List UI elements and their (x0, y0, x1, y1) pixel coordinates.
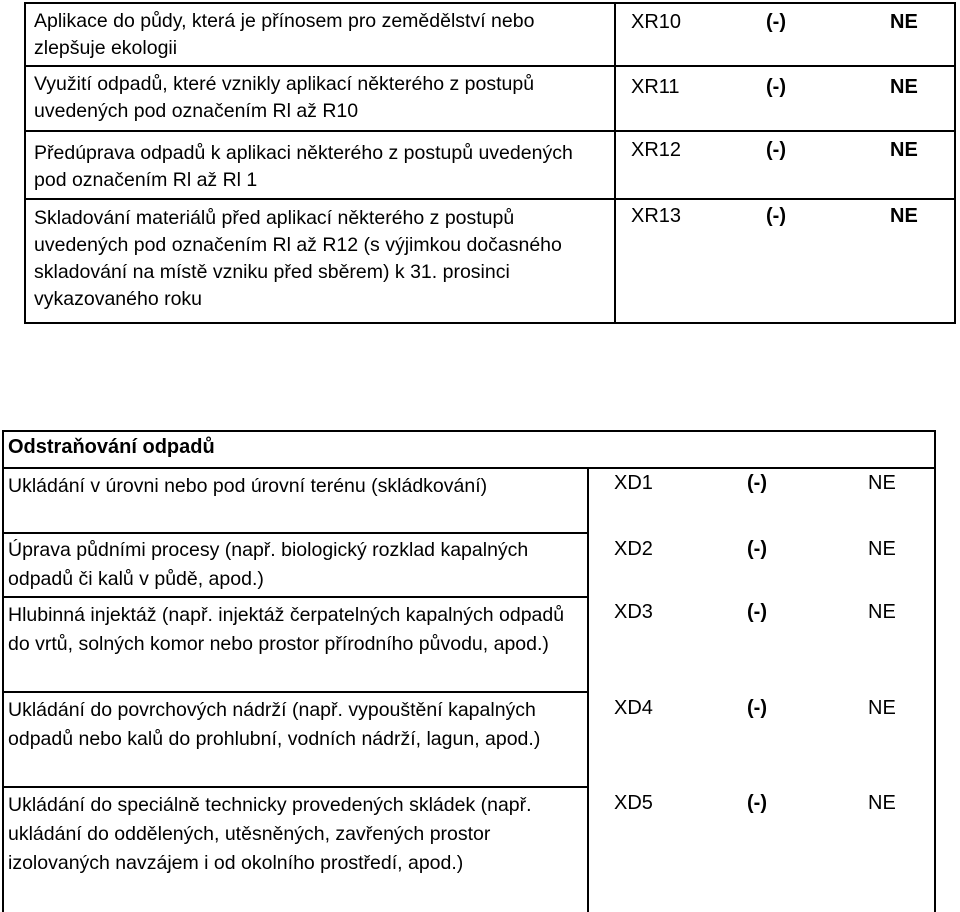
row-description: Úprava půdními procesy (např. biologický rozklad kapalných odpadů či kalů v půdě, apod.) (8, 539, 529, 590)
row-flag: NE (890, 139, 918, 161)
row-symbol: (-) (747, 697, 767, 719)
row-code: XD1 (614, 472, 653, 494)
column-divider (614, 4, 616, 322)
row-description: Předúprava odpadů k aplikaci některého z postupů uvedených pod označením Rl až Rl 1 (34, 142, 573, 191)
row-description: Ukládání v úrovni nebo pod úrovní terénu (skládkování) (8, 475, 488, 497)
row-code: XR11 (631, 76, 680, 98)
row-flag: NE (868, 538, 896, 560)
row-flag: NE (868, 472, 896, 494)
row-code: XD4 (614, 697, 653, 719)
row-description: Ukládání do speciálně technicky provedených skládek (např. ukládání do oddělených, utěsněných, zavřených prostor izolovaných navzájem i od okolního prostředí, apod.) (8, 794, 532, 874)
row-divider (26, 65, 954, 67)
row-description: Ukládání do povrchových nádrží (např. vypouštění kapalných odpadů nebo kalů do prohlubní, vodních nádrží, lagun, apod.) (8, 699, 541, 750)
row-symbol: (-) (747, 601, 767, 623)
table-border (934, 430, 936, 912)
row-code: XD5 (614, 792, 653, 814)
table-border (2, 430, 936, 432)
row-flag: NE (868, 792, 896, 814)
table-border (2, 430, 4, 912)
row-flag: NE (890, 11, 918, 33)
row-flag: NE (890, 76, 918, 98)
row-description: Hlubinná injektáž (např. injektáž čerpatelných kapalných odpadů do vrtů, solných komor nebo prostor přírodního původu, apod.) (8, 604, 565, 655)
row-divider (2, 786, 589, 788)
row-code: XD2 (614, 538, 653, 560)
disposal-table (2, 430, 960, 912)
row-divider (2, 532, 589, 534)
row-code: XR13 (631, 205, 682, 227)
row-code: XD3 (614, 601, 653, 623)
recovery-table (24, 2, 956, 324)
row-symbol: (-) (766, 205, 786, 227)
row-symbol: (-) (747, 792, 767, 814)
row-code: XR12 (631, 139, 682, 161)
section-title: Odstraňování odpadů (8, 436, 215, 458)
row-description: Skladování materiálů před aplikací některého z postupů uvedených pod označením Rl až R12 (s výjimkou dočasného skladování na místě vzniku před sběrem) k 31. prosinci vykazovaného roku (34, 207, 562, 310)
row-flag: NE (868, 601, 896, 623)
header-divider (2, 467, 936, 469)
row-divider (26, 130, 954, 132)
row-flag: NE (890, 205, 918, 227)
row-flag: NE (868, 697, 896, 719)
row-symbol: (-) (747, 538, 767, 560)
row-divider (26, 198, 954, 200)
row-description: Využití odpadů, které vznikly aplikací některého z postupů uvedených pod označením Rl až R10 (34, 73, 535, 122)
row-symbol: (-) (766, 139, 786, 161)
row-code: XR10 (631, 11, 682, 33)
row-symbol: (-) (766, 76, 786, 98)
row-divider (2, 691, 589, 693)
row-symbol: (-) (747, 472, 767, 494)
row-symbol: (-) (766, 11, 786, 33)
row-divider (2, 596, 589, 598)
row-description: Aplikace do půdy, která je přínosem pro zemědělství nebo zlepšuje ekologii (34, 10, 535, 59)
